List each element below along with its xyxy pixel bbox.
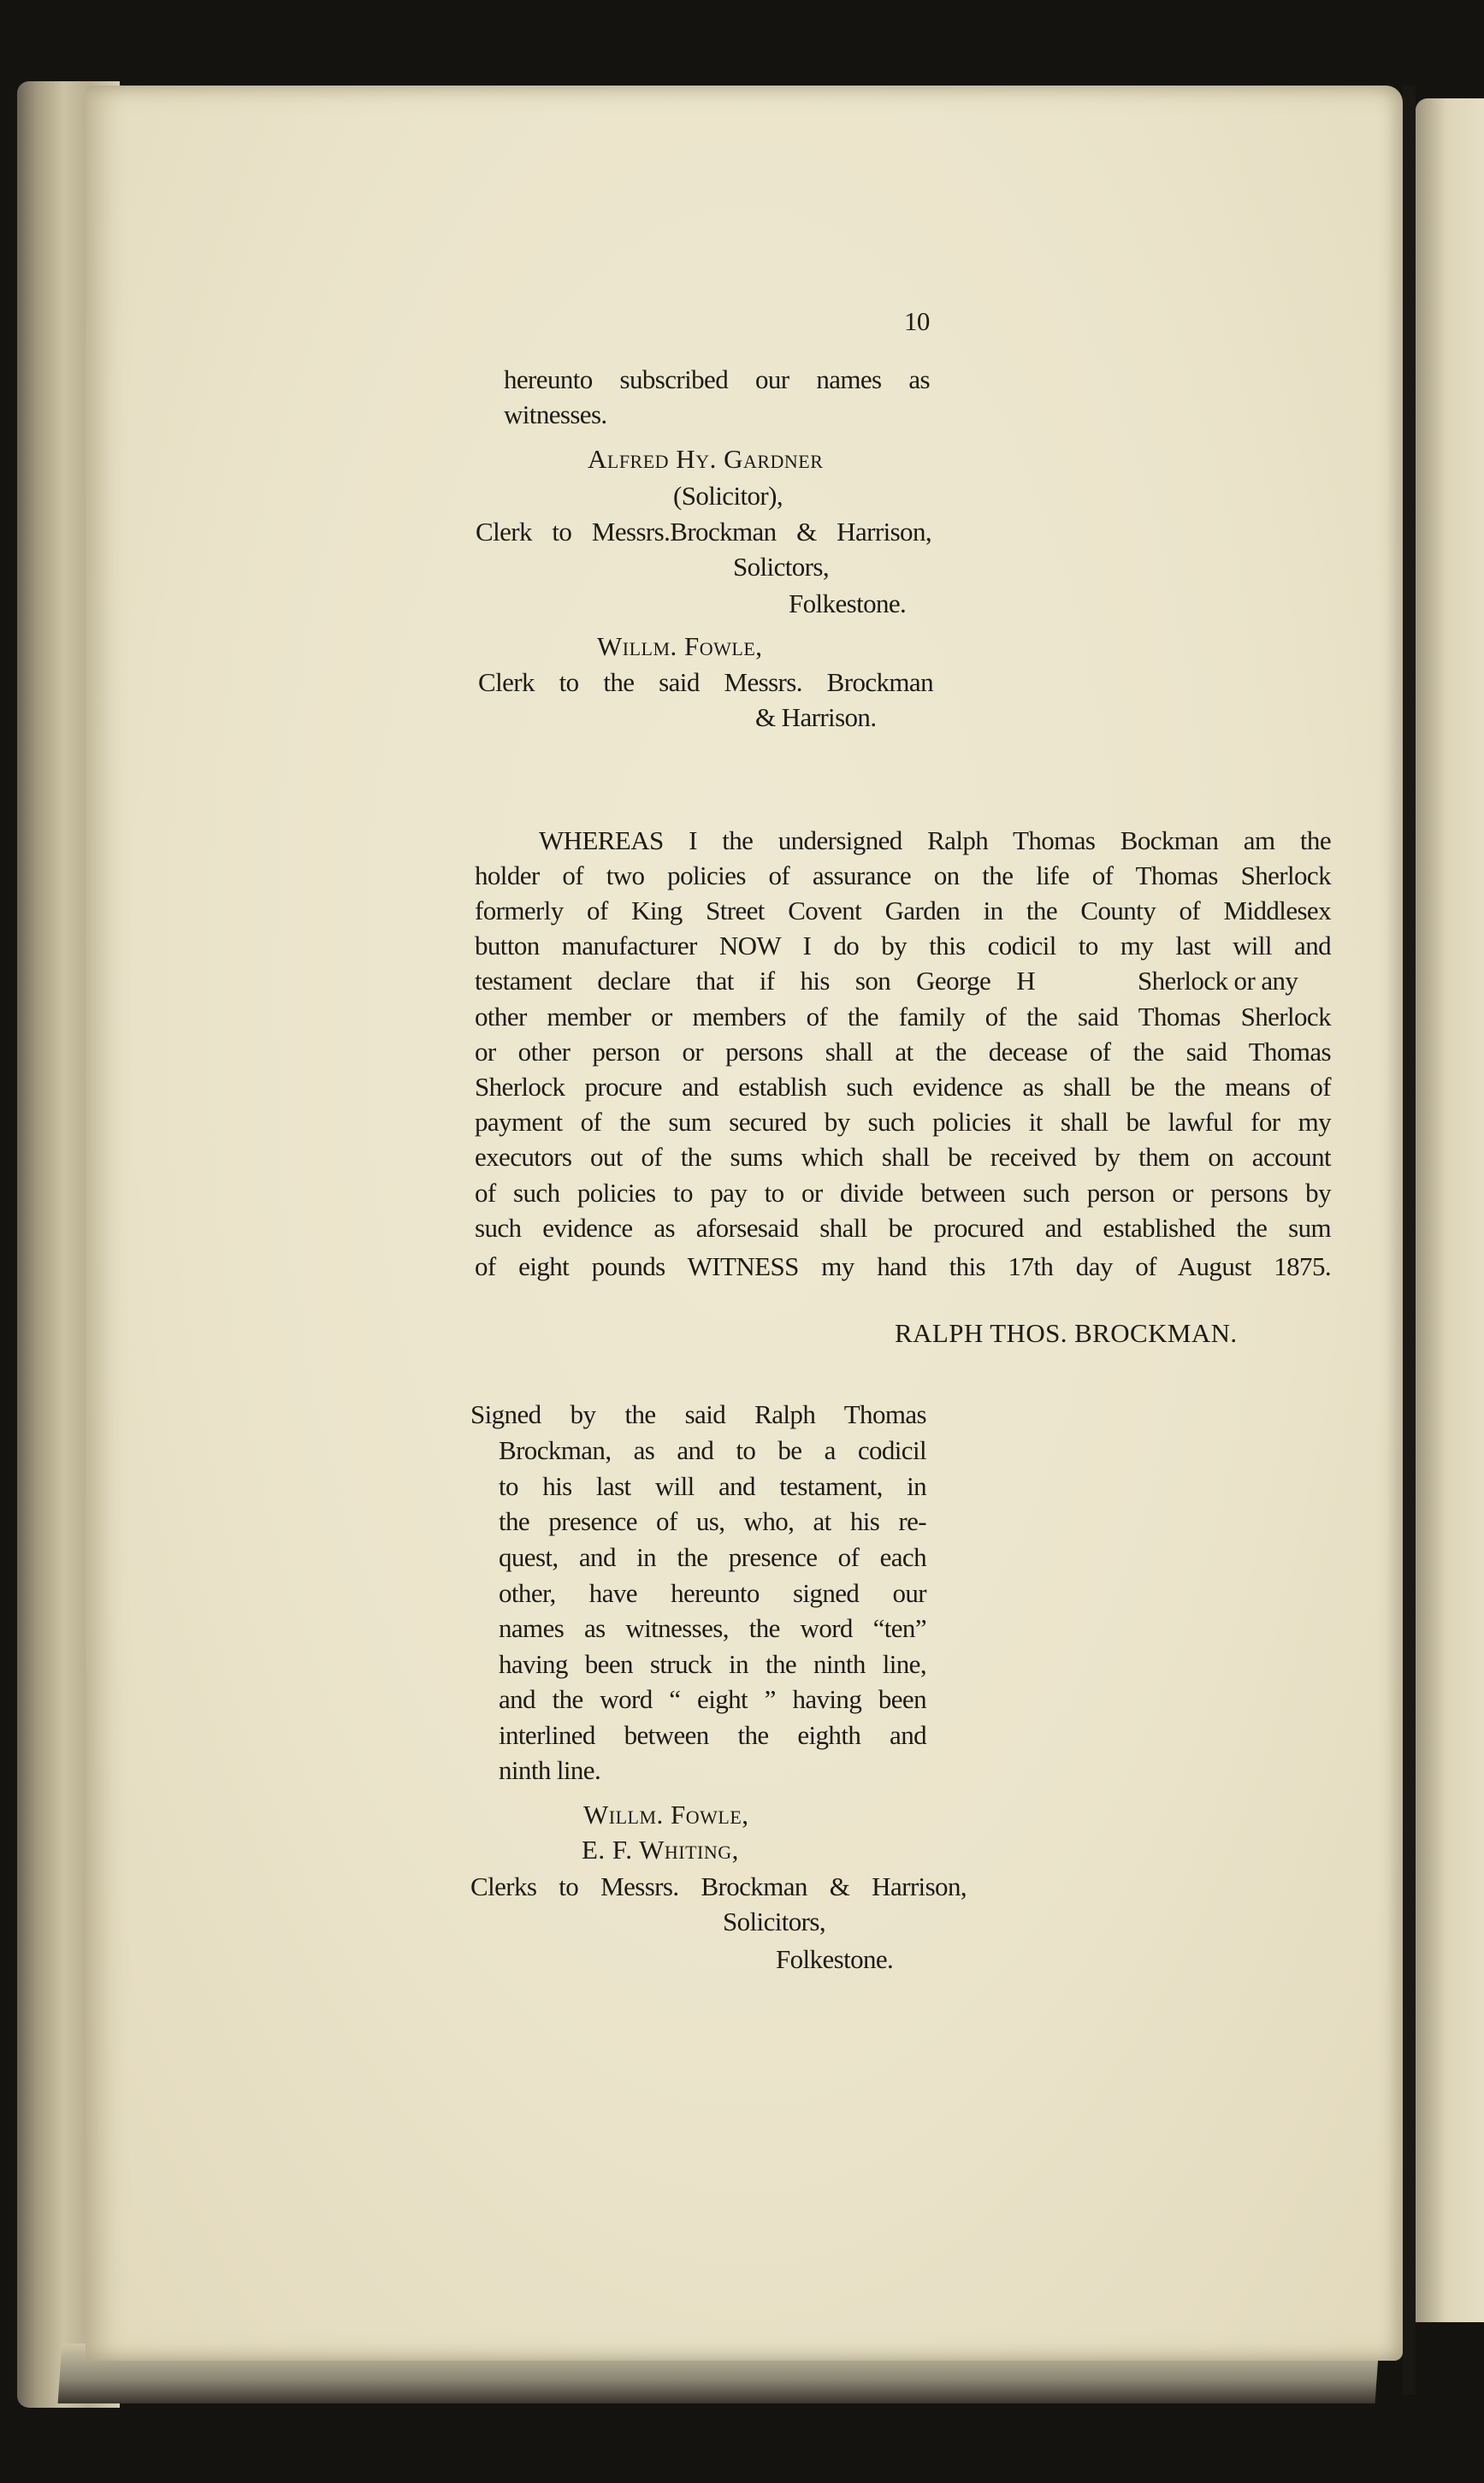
witness-employer: Clerks to Messrs. Brockman & Harrison, — [470, 1871, 967, 1901]
codicil-line: holder of two policies of assurance on the life of Thomas Sherlock — [475, 860, 1331, 890]
codicil-line: such evidence as aforsesaid shall be procured and established the sum — [475, 1213, 1331, 1243]
attestation-line: and the word “ eight ” having been — [499, 1684, 926, 1714]
witness-title: (Solicitor), — [673, 481, 783, 511]
attestation-line: ninth line. — [499, 1755, 601, 1785]
attestation-line: to his last will and testament, in — [499, 1471, 926, 1501]
witness-employer: Clerk to the said Messrs. Brockman — [478, 667, 933, 697]
facing-page-edge — [1416, 98, 1484, 2322]
attestation-line: interlined between the eighth and — [499, 1720, 926, 1750]
witness-employer-type: Solicitors, — [723, 1907, 825, 1936]
witness-name: Alfred Hy. Gardner — [588, 444, 824, 474]
attestation-line: quest, and in the presence of each — [499, 1542, 926, 1572]
page-number: 10 — [904, 306, 930, 336]
codicil-line: Sherlock procure and establish such evidence as shall be the means of — [475, 1072, 1331, 1102]
witness-name: Willm. Fowle, — [597, 631, 763, 661]
codicil-line: formerly of King Street Covent Garden in the County of Middlesex — [475, 896, 1331, 925]
witness-place: Folkestone. — [776, 1944, 894, 1974]
text-line: hereunto subscribed our names as — [504, 364, 930, 394]
codicil-line: other member or members of the family of the said Thomas Sherlock — [475, 1002, 1331, 1032]
attestation-line: Brockman, as and to be a codicil — [499, 1435, 926, 1465]
codicil-line: button manufacturer NOW I do by this codicil to my last will and — [475, 931, 1331, 961]
witness-employer: Clerk to Messrs.Brockman & Harrison, — [476, 517, 931, 547]
witness-name: Willm. Fowle, — [583, 1800, 749, 1830]
attestation-line: Signed by the said Ralph Thomas — [470, 1399, 926, 1429]
book-gutter — [1403, 86, 1416, 2395]
attestation-line: names as witnesses, the word “ten” — [499, 1613, 926, 1643]
codicil-line: payment of the sum secured by such policies it shall be lawful for my — [475, 1107, 1331, 1137]
codicil-line: executors out of the sums which shall be received by them on account — [475, 1142, 1331, 1172]
codicil-line: of such policies to pay to or divide between such person or persons by — [475, 1178, 1331, 1208]
codicil-line: Sherlock or any — [1138, 966, 1298, 996]
codicil-line: WHEREAS I the undersigned Ralph Thomas Bockman am the — [539, 825, 1331, 855]
witness-place: Folkestone. — [789, 588, 907, 618]
codicil-line: or other person or persons shall at the decease of the said Thomas — [475, 1037, 1331, 1067]
codicil-line: of eight pounds WITNESS my hand this 17th day of August 1875. — [475, 1251, 1331, 1281]
witness-employer-type: Solictors, — [733, 552, 829, 582]
attestation-line: other, have hereunto signed our — [499, 1578, 926, 1608]
witness-name: E. F. Whiting, — [582, 1835, 739, 1865]
witness-employer: & Harrison. — [755, 702, 877, 732]
text-line: witnesses. — [504, 399, 607, 429]
testator-signature: RALPH THOS. BROCKMAN. — [895, 1318, 1238, 1348]
attestation-line: having been struck in the ninth line, — [499, 1649, 926, 1679]
codicil-line: testament declare that if his son George H — [475, 966, 1035, 996]
attestation-line: the presence of us, who, at his re- — [499, 1506, 926, 1536]
